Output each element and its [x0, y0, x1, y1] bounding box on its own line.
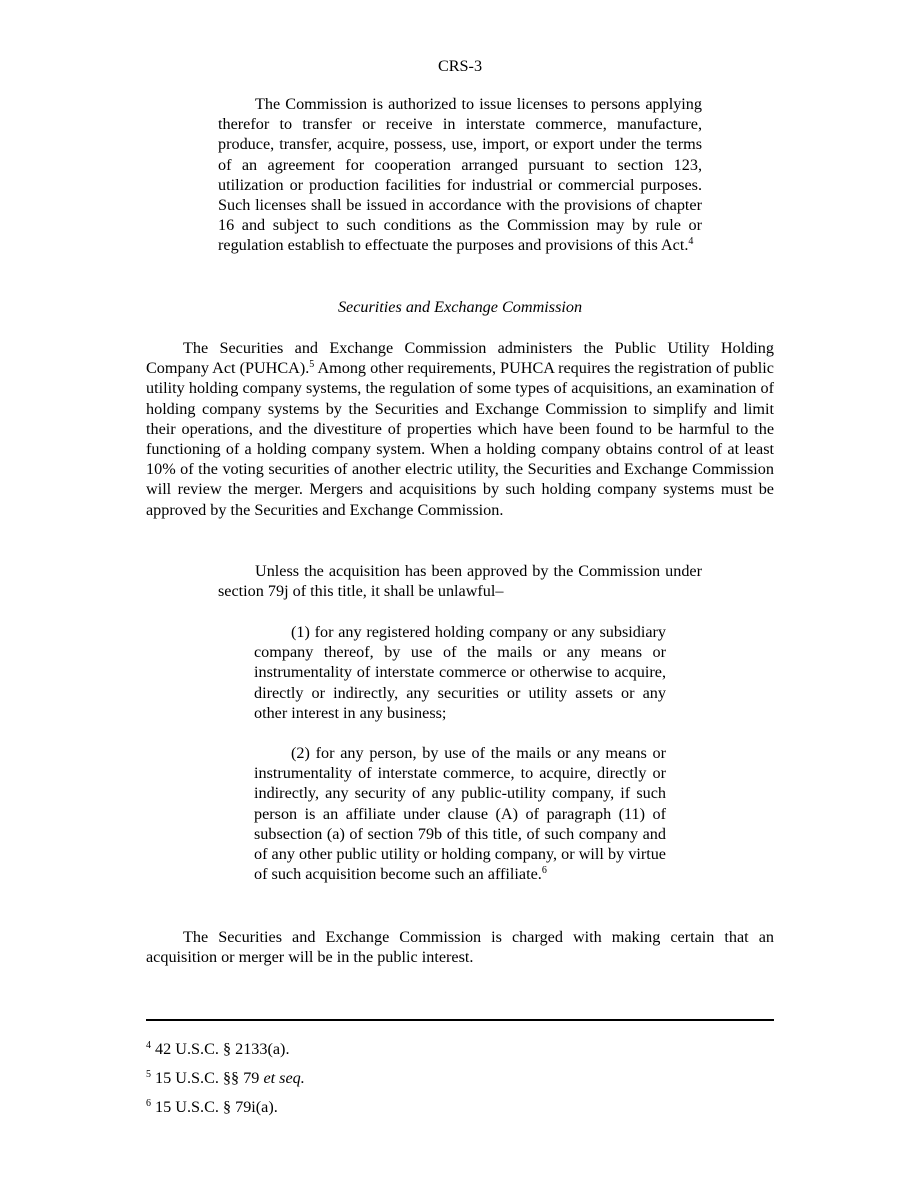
block-quote-clause-1: (1) for any registered holding company or any subsidiary company thereof, by use of the mails or any means or instrumentality of interstate commerce or otherwise to acquire, directly or indirectly, any securities or utility assets or any other interest in any business;	[254, 623, 666, 722]
footnote-text: 15 U.S.C. §§ 79	[155, 1069, 264, 1087]
footnote-ref-6: 6	[541, 865, 547, 877]
block-quote-sec-intro: Unless the acquisition has been approved by the Commission under section 79j of this title, it shall be unlawful–	[218, 562, 702, 601]
quote-text: The Commission is authorized to issue licenses to persons applying therefor to transfer or receive in interstate commerce, manufacture, produce, transfer, acquire, possess, use, import, or export under the terms of an agreement for cooperation arranged pursuant to section 123, utilization or production facilities for industrial or commercial purposes. Such licenses shall be issued in accordance with the provisions of chapter 16 and subject to such conditions as the Commission may by rule or regulation establish to effectuate the purposes and provisions of this Act.	[218, 95, 702, 255]
footnote-4	[146, 1039, 774, 1059]
footnote-number: 4	[146, 1040, 151, 1051]
footnote-number: 6	[146, 1098, 151, 1109]
footnote-divider	[146, 1019, 774, 1021]
footnote-text: 15 U.S.C. § 79i(a).	[155, 1098, 278, 1116]
footnote-ref-4: 4	[688, 236, 694, 248]
sec-paragraph	[146, 338, 774, 520]
sec-paragraph-text-b: Among other requirements, PUHCA requires the registration of public utility holding company systems, the regulation of some types of acquisitions, an examination of holding company systems by the Securities and Exchange Commission to simplify and limit their operations, and the divestiture of properties which have been found to be harmful to the functioning of a holding company system. When a holding company obtains control of at least 10% of the voting securities of another electric utility, the Securities and Exchange Commission will review the merger. Mergers and acquisitions by such holding company systems must be approved by the Securities and Exchange Commission.	[146, 359, 774, 519]
page-number-header: CRS-3	[437, 57, 483, 75]
footnote-text: 42 U.S.C. § 2133(a).	[155, 1040, 290, 1058]
block-quote-nrc-licenses	[218, 94, 702, 256]
block-quote-clause-2	[254, 743, 666, 884]
sec-paragraph-text-a: The Securities and Exchange Commission administers the Public Utility Holding Company Act (PUHCA).	[146, 339, 774, 378]
closing-paragraph: The Securities and Exchange Commission is charged with making certain that an acquisition or merger will be in the public interest.	[146, 928, 774, 967]
clause-2-text: (2) for any person, by use of the mails or any means or instrumentality of interstate commerce, to acquire, directly or indirectly, any security of any public-utility company, if such person is an affiliate under clause (A) of paragraph (11) of subsection (a) of section 79b of this title, of such company and of any other public utility or holding company, or will by virtue of such acquisition become such an affiliate.	[254, 744, 666, 884]
footnote-italic-text: et seq.	[263, 1069, 305, 1087]
section-heading: Securities and Exchange Commission	[337, 298, 583, 316]
footnote-5	[146, 1068, 774, 1088]
footnote-ref-5: 5	[309, 359, 315, 371]
footnote-number: 5	[146, 1069, 151, 1080]
footnote-6	[146, 1097, 774, 1117]
